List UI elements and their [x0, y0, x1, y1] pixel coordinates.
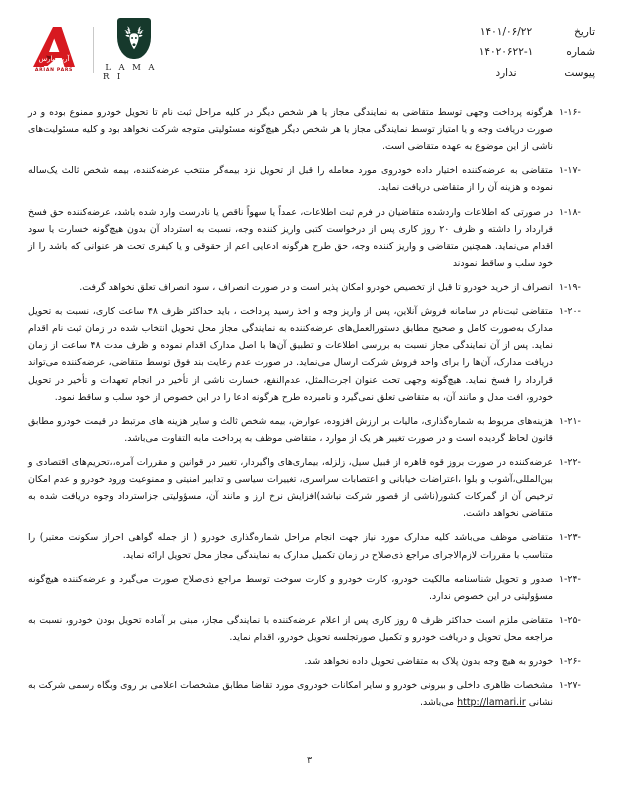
- arian-persian-name: آرین پارس: [38, 54, 70, 63]
- clause-text: در صورتی که اطلاعات واردشده متقاضیان در فرم ثبت اطلاعات، عمداً یا سهواً ناقص یا نادرست وارد شده باشد، عرضه‌کننده حق فسخ قرارداد را داشته و ظرف ۲۰ روز کاری پس از درخواست کتبی واریز کننده وجه، نسبت به استرداد آن بدون هیچ‌گونه خسارت یا سود اقدام می‌نماید. همچنین متقاضی و واریز کننده وجه، حق طرح هرگونه ادعایی اعم از حقوقی و یا کیفری تحت هر عنوانی که باشد را از خود سلب و ساقط نمودند: [28, 206, 553, 269]
- clause-number: ۱-۱۶-: [559, 107, 581, 118]
- lamari-wordmark: L A M A R I: [103, 63, 157, 82]
- clause-item: [26, 279, 593, 296]
- clause-number: ۱-۲۳-: [559, 532, 581, 544]
- clause-text: صدور و تحویل شناسنامه مالکیت خودرو، کارت خودرو و کارت سوخت توسط مراجع ذی‌صلاح صورت می‌گیرد و عرضه‌کننده هیچ‌گونه مسؤولیتی در این خصوص ندارد.: [28, 573, 553, 602]
- lamari-logo: [103, 18, 165, 81]
- clause-item: [26, 571, 593, 605]
- meta-label-date: تاریخ: [574, 26, 595, 38]
- arian-pars-logo: [24, 26, 84, 74]
- clause-number: ۱-۱۹-: [559, 281, 581, 293]
- clause-text: متقاضی ملزم است حداکثر ظرف ۵ روز کاری پس از اعلام عرضه‌کننده با نمایندگی مجاز، مبنی بر آماده تحویل بودن خودرو، نسبت به مراجعه محل تحویل و دریافت خودرو و تکمیل صورتجلسه تحویل خودرو، اقدام نماید.: [28, 614, 553, 643]
- clause-text: متقاضی ثبت‌نام در سامانه فروش آنلاین، پس از واریز وجه و اخذ رسید پرداخت ، باید حداکثر ظرف ۴۸ ساعت کاری، نسبت به تحویل مدارک به‌صورت کامل و صحیح مطابق دستورالعمل‌های عرضه‌کننده به نمایندگی مجاز محل تحویل انتخاب شده در زمان ثبت نام اقدام نماید. پس از آن نمایندگی مجاز نسبت به بررسی اطلاعات و تطبیق آن‌ها با اصل مدارک اقدام نموده و ظرف مدت ۴۸ ساعت از زمان دریافت مدارک، آن‌ها را برای واحد فروش شرکت ارسال می‌نماید. در صورت عدم رعایت بند فوق توسط متقاضی، عرضه‌کننده می‌تواند قرارداد را فسخ نماید. هیچ‌گونه وجهی تحت عنوان اجرت‌المثل، عدم‌النفع، خسارت ناشی از تأخیر در انجام تعهدات و تأخیر در تحویل خودرو، افت مدل و مانند آن، به متقاضی تعلق نمی‌گیرد و نامبرده طرح هرگونه ادعا را در این خصوص از خود سلب و ساقط نمود.: [28, 306, 553, 403]
- page-number: ۳: [306, 755, 313, 766]
- document-header: [0, 14, 619, 94]
- clause-number: ۱-۱۷-: [559, 165, 581, 177]
- document-meta: [463, 22, 595, 83]
- clause-text-before-url: مشخصات ظاهری داخلی و بیرونی خودرو و سایر امکانات خودروی مورد تقاضا مطابق مشخصات اعلامی بر روی وبگاه رسمی شرکت به نشانی: [28, 680, 553, 709]
- clause-text-after-url: می‌باشد.: [420, 697, 458, 709]
- clause-text: هرگونه پرداخت وجهی توسط متقاضی به نمایندگی مجاز یا هر شخص دیگر در کلیه مراحل ثبت نام تا تحویل خودرو ممنوع بوده و در صورت دریافت وجه و یا امتیاز توسط نمایندگی مجاز یا هر شخص دیگر هیچ‌گونه مسئولیتی متوجه شرکت نخواهد بود و کلیه مسئولیت‌های ناشی از این موضوع به عهده متقاضی است.: [28, 107, 553, 153]
- clause-text: متقاضی موظف می‌باشد کلیه مدارک مورد نیاز جهت انجام مراحل شماره‌گذاری خودرو ( از جمله گواهی احراز سکونت معتبر) را متناسب با مقررات لازم‌الاجرای مراجع ذی‌صلاح در زمان تکمیل مدارک به نمایندگی مجاز محل تحویل ارائه نماید.: [28, 532, 553, 561]
- clause-item: [26, 162, 593, 196]
- clause-item: [26, 653, 593, 670]
- arian-latin-name: ARIAN PARS: [34, 67, 74, 73]
- clause-item: [26, 677, 593, 711]
- meta-label-attachment: پیوست: [564, 66, 595, 79]
- clause-item: [26, 413, 593, 447]
- meta-row-date: [463, 22, 595, 42]
- clause-number: ۱-۲۲-: [559, 456, 581, 468]
- clause-item: [26, 204, 593, 272]
- clause-item: [26, 454, 593, 522]
- logo-divider: [93, 27, 94, 73]
- meta-value-attachment: ندارد: [495, 66, 517, 79]
- arian-a-icon: [31, 26, 77, 68]
- clause-item: [26, 303, 593, 406]
- clause-item: [26, 104, 593, 155]
- meta-label-number: شماره: [566, 46, 595, 59]
- meta-value-number: ۱۴۰۲۰۶۲۲-۱: [478, 46, 534, 59]
- clause-number: ۱-۲۱-: [559, 415, 581, 427]
- clause-number: ۱-۲۶-: [559, 656, 581, 668]
- clause-text: عرضه‌کننده در صورت بروز قوه قاهره از قبیل سیل، زلزله، بیماری‌های واگیردار، تغییر در قوانین و مقررات آمره،،تحریم‌های اقتصادی و بین‌المللی،آشوب و بلوا ،اعتراضات خیابانی و اعتصابات سراسری، تغییرات سیاسی و تدابیر امنیتی و ممنوعیت ورود خودرو و عدم امکان ترخیص آن از گمرکات کشور(ناشی از قصور شرکت نباشد)افزایش نرخ ارز و مانند آن، مسؤولیتی جزاسترداد وجوه دریافت شده به متقاضی نخواهد داشت.: [28, 456, 553, 520]
- clause-number: ۱-۲۰-: [559, 306, 581, 318]
- meta-row-attachment: [463, 63, 595, 83]
- clause-text: خودرو به هیچ وجه بدون پلاک به متقاضی تحویل داده نخواهد شد.: [304, 656, 553, 668]
- clause-text: متقاضی به عرضه‌کننده اختیار داده خودروی مورد معامله را قبل از تحویل نزد بیمه‌گر منتخب عرضه‌کننده، بیمه شخص ثالث یک‌ساله نموده و هزینه آن را از متقاضی دریافت نماید.: [28, 165, 553, 194]
- clause-list: [26, 104, 593, 718]
- clause-number: ۱-۲۷-: [559, 680, 581, 692]
- clause-number: ۱-۲۴-: [559, 573, 581, 585]
- clause-number: ۱-۱۸-: [559, 206, 581, 218]
- clause-item: [26, 529, 593, 563]
- clause-text: انصراف از خرید خودرو تا قبل از تخصیص خودرو امکان پذیر است و در صورت انصراف ، سود انصراف تعلق نخواهد گرفت.: [79, 281, 553, 293]
- lamari-website-link[interactable]: http://lamari.ir: [457, 697, 526, 709]
- clause-text-with-url: [26, 677, 559, 711]
- meta-row-number: [463, 42, 595, 62]
- clause-item: [26, 612, 593, 646]
- deer-shield-icon: [117, 18, 151, 59]
- meta-value-date: ۱۴۰۱/۰۶/۲۲: [479, 26, 533, 38]
- logo-group: [24, 18, 165, 81]
- clause-text: هزینه‌های مربوط به شماره‌گذاری، مالیات بر ارزش افزوده، عوارض، بیمه شخص ثالث و سایر هزینه های مرتبط در قیمت خودرو مطابق قانون لحاظ گردیده است و در صورت تغییر هر یک از موارد ، متقاضی موظف به پرداخت مابه التفاوت می‌باشد.: [28, 415, 553, 444]
- clause-number: ۱-۲۵-: [559, 614, 581, 626]
